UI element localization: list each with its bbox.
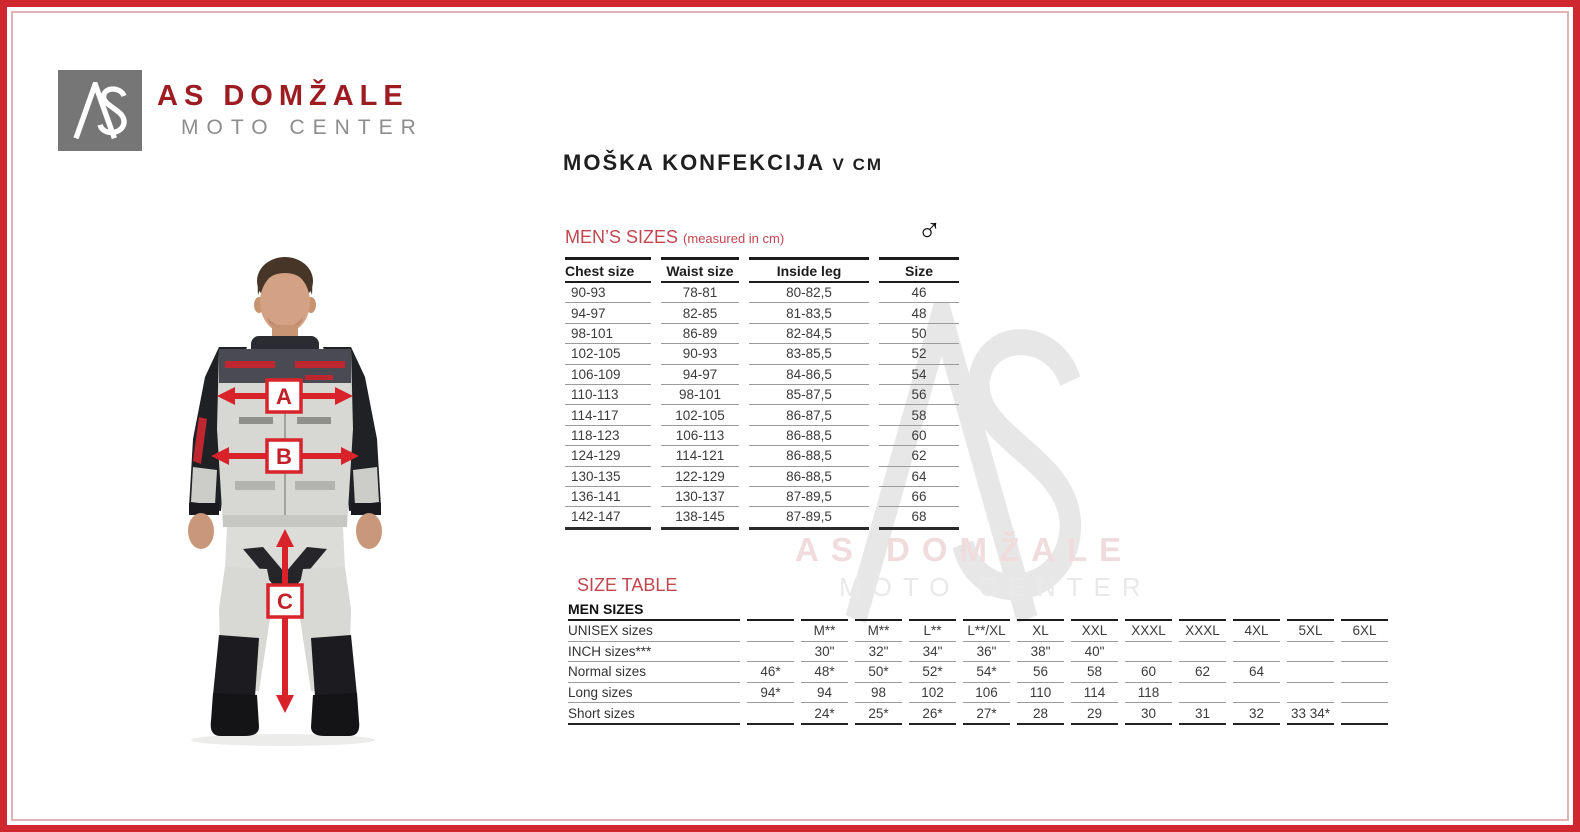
table-row [568,621,1388,642]
cell: 50 [879,324,959,344]
cell: 118 [1125,683,1172,704]
mens-sizes-header-row [565,257,959,283]
cell: 60 [879,426,959,446]
cell: L**/XL [963,621,1010,642]
row-label: Normal sizes [568,662,740,683]
table-row [565,467,959,487]
cell: 82-84,5 [749,324,869,344]
cell: 118-123 [565,426,651,446]
cell: 81-83,5 [749,303,869,323]
cell: 50* [855,662,902,683]
mens-sizes-heading [565,227,784,248]
cell: 29 [1071,703,1118,725]
cell: 38" [1017,642,1064,663]
table-row [565,283,959,303]
cell: 94 [801,683,848,704]
cell: 56 [1017,662,1064,683]
cell: 110-113 [565,385,651,405]
table-row [565,324,959,344]
cell: 142-147 [565,507,651,529]
cell: 102-105 [565,344,651,364]
table-row [568,642,1388,663]
cell: 87-89,5 [749,507,869,529]
cell [1071,598,1118,621]
column-header: Chest size [565,257,651,283]
cell: 64 [879,467,959,487]
cell: XXXL [1179,621,1226,642]
cell [747,642,794,663]
brand-text [157,70,424,151]
table-row [565,426,959,446]
mens-sizes-table [555,257,969,530]
cell: 54 [879,365,959,385]
cell [1233,642,1280,663]
cell: 26* [909,703,956,725]
male-icon: ♂ [917,210,942,247]
cell [909,598,956,621]
cell: 114 [1071,683,1118,704]
cell [747,598,794,621]
table-row [565,385,959,405]
cell: 30" [801,642,848,663]
cell: 64 [1233,662,1280,683]
cell [1179,598,1226,621]
cell: 90-93 [661,344,739,364]
cell: 4XL [1233,621,1280,642]
column-header: Waist size [661,257,739,283]
column-header: Inside leg [749,257,869,283]
cell: 30 [1125,703,1172,725]
row-label: Short sizes [568,703,740,725]
table-row [568,662,1388,683]
cell: 6XL [1341,621,1388,642]
cell: 48 [879,303,959,323]
cell [1233,598,1280,621]
cell: 80-82,5 [749,283,869,303]
as-monogram-icon [70,82,130,140]
cell: 83-85,5 [749,344,869,364]
table-row [565,507,959,529]
cell [1287,683,1334,704]
size-table-title-row [568,598,1388,621]
cell: 102-105 [661,405,739,425]
cell: 28 [1017,703,1064,725]
cell [1341,598,1388,621]
table-row [568,683,1388,704]
cell: 98-101 [565,324,651,344]
cell [1179,683,1226,704]
cell: 130-137 [661,487,739,507]
cell: 33 34* [1287,703,1334,725]
table-row [565,365,959,385]
measure-label-b: B [276,444,292,469]
cell: 58 [1071,662,1118,683]
cell: 54* [963,662,1010,683]
cell [1341,683,1388,704]
cell: 86-89 [661,324,739,344]
measure-label-a: A [276,384,292,409]
cell [1287,662,1334,683]
cell: 94-97 [565,303,651,323]
cell: 87-89,5 [749,487,869,507]
model-photo [155,249,385,749]
cell: XL [1017,621,1064,642]
cell: 62 [879,446,959,466]
cell: 31 [1179,703,1226,725]
cell: 85-87,5 [749,385,869,405]
cell: 82-85 [661,303,739,323]
cell: 52 [879,344,959,364]
cell: 86-87,5 [749,405,869,425]
cell: 94* [747,683,794,704]
cell: 32 [1233,703,1280,725]
cell: 124-129 [565,446,651,466]
cell: 106-109 [565,365,651,385]
cell: 78-81 [661,283,739,303]
cell: 86-88,5 [749,467,869,487]
cell: 114-117 [565,405,651,425]
table-row [565,446,959,466]
cell [1341,703,1388,725]
cell: 32" [855,642,902,663]
cell: 110 [1017,683,1064,704]
table-row [565,487,959,507]
row-label: Long sizes [568,683,740,704]
cell [1125,598,1172,621]
size-table-title: MEN SIZES [568,598,740,621]
cell: 114-121 [661,446,739,466]
table-row [565,303,959,323]
cell: 34" [909,642,956,663]
brand-name: AS DOMŽALE [157,80,409,112]
cell: 84-86,5 [749,365,869,385]
cell: 122-129 [661,467,739,487]
mens-sizes-heading-text: MEN’S SIZES [565,227,679,247]
cell [1125,642,1172,663]
cell: 58 [879,405,959,425]
cell: 56 [879,385,959,405]
size-table [561,598,1395,725]
cell: 136-141 [565,487,651,507]
cell: 90-93 [565,283,651,303]
cell: 46* [747,662,794,683]
cell: 24* [801,703,848,725]
cell [1341,642,1388,663]
table-row [565,405,959,425]
cell: 68 [879,507,959,529]
cell: M** [855,621,902,642]
brand-logo [58,70,424,151]
cell: 60 [1125,662,1172,683]
cell: 106 [963,683,1010,704]
cell [1017,598,1064,621]
cell: 48* [801,662,848,683]
cell [747,621,794,642]
brand-logo-square [58,70,142,151]
cell: 40" [1071,642,1118,663]
cell: 66 [879,487,959,507]
cell: XXXL [1125,621,1172,642]
cell: M** [801,621,848,642]
row-label: INCH sizes*** [568,642,740,663]
cell: 36" [963,642,1010,663]
mens-sizes-heading-note: (measured in cm) [683,231,785,246]
column-header: Size [879,257,959,283]
cell [747,703,794,725]
cell: 86-88,5 [749,446,869,466]
cell [1287,598,1334,621]
cell: 62 [1179,662,1226,683]
cell: 46 [879,283,959,303]
cell: 52* [909,662,956,683]
cell: 98-101 [661,385,739,405]
page-title-main: MOŠKA KONFEKCIJA [563,150,825,175]
cell: 130-135 [565,467,651,487]
cell: XXL [1071,621,1118,642]
cell: L** [909,621,956,642]
brand-subtitle: MOTO CENTER [181,116,424,139]
page-title-suffix: V CM [832,155,884,174]
measure-label-c: C [277,589,293,614]
cell [1341,662,1388,683]
cell: 102 [909,683,956,704]
watermark-name: AS DOMŽALE [795,531,1134,568]
cell: 5XL [1287,621,1334,642]
cell: 138-145 [661,507,739,529]
cell: 25* [855,703,902,725]
cell [963,598,1010,621]
cell: 27* [963,703,1010,725]
cell [1179,642,1226,663]
cell: 94-97 [661,365,739,385]
cell: 98 [855,683,902,704]
size-table-heading: SIZE TABLE [577,575,678,595]
table-row [568,703,1388,725]
watermark-subtitle: MOTO CENTER [839,572,1152,602]
cell [1233,683,1280,704]
cell: 106-113 [661,426,739,446]
page-title [563,150,883,176]
cell [801,598,848,621]
cell [1287,642,1334,663]
cell: 86-88,5 [749,426,869,446]
row-label: UNISEX sizes [568,621,740,642]
table-row [565,344,959,364]
cell [855,598,902,621]
